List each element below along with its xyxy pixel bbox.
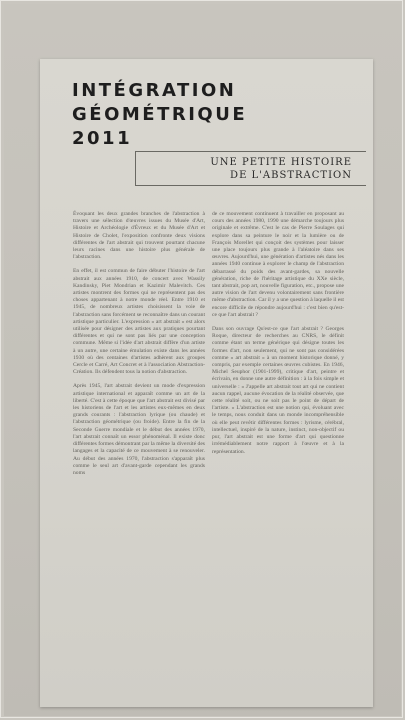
body-paragraph: de ce mouvement continuent à travailler en proposant au cours des années 1980, 1990 une démarche toujours plus originale et extrême. C'est le cas de Pierre Soulages qui explore dans sa peinture le noir et la lumière ou de François Morellet qui conçoit des systèmes pour laisser une place toujours plus grande à l'aléatoire dans ses œuvres. Aujourd'hui, une génération d'artistes nés dans les années 1940 continue à explorer le champ de l'abstraction débarrassé du poids des avant-gardes, sa nouvelle génération, riche de l'héritage artistique du XXe siècle, tant abstrait, pop art, nouvelle figuration, etc., propose une autre vision de l'art devenu volontairement sans frontière même d'abstraction. Car il y a une question à laquelle il est encore difficile de répondre aujourd'hui : c'est bien qu'est-ce que l'art abstrait ? [212, 211, 344, 318]
title-line-2: GÉOMÉTRIQUE [72, 104, 248, 125]
subtitle-bracket [135, 151, 366, 186]
body-paragraph: En effet, il est commun de faire débuter l'histoire de l'art abstrait aux années 1910, de concert avec Wassily Kandinsky, Piet Mondrian et Kazimir Malevitch. Ces artistes montrent des formes qui ne représentent pas des choses appartenant à notre monde réel. Entre 1910 et 1945, de nombreux artistes choisissent la voie de l'abstraction sans forcément se reconnaître dans un courant artistique particulier. L'expression « art abstrait » est alors utilisée pour désigner des artistes aux pratiques pourtant différentes et qui ne sont pas liés par une conception commune. Même si l'idée d'art abstrait diffère d'un artiste à un autre, une certaine émulation existe dans les années 1930 où des centaines d'artistes adhèrent aux groupes Cercle et Carré, Art Concret et à l'association Abstraction-Création. Ils défendent tous la notion d'abstraction. [73, 268, 205, 376]
body-paragraph: Après 1945, l'art abstrait devient un mode d'expression artistique international et apparaît comme un art de la liberté. C'est à cette époque que l'art abstrait est divisé par les historiens de l'art et les artistes eux-mêmes en deux grands courants : l'abstraction lyrique (ou chaude) et l'abstraction géométrique (ou froide). Entre la fin de la Seconde Guerre mondiale et le début des années 1970, l'art abstrait connaît un essor phénoménal. Il existe donc différentes formes démontrant par la même la diversité des langages et la capacité de ce mouvement à se renouveler. Au début des années 1970, l'abstraction s'apparaît plus comme le seul art d'avant-garde cependant les grands noms [73, 383, 205, 476]
gallery-wall [4, 4, 401, 716]
title-line-3: 2011 [72, 128, 133, 149]
exhibition-panel [40, 59, 373, 707]
text-column-left [73, 211, 205, 484]
body-paragraph: Dans son ouvrage Qu'est-ce que l'art abstrait ? Georges Roque, directeur de recherches au CNRS, le définit comme étant un terme générique qui désigne toutes les formes d'art, non seulement, qui ne sont pas considérées comme « art abstrait » à un moment historique donné, y compris, par exemple certaines œuvres cubistes. En 1946, Michel Seuphor (1901-1999), critique d'art, peintre et écrivain, en donne une autre définition : à la fois simple et universelle : « J'appelle art abstrait tout art qui ne contient aucun rappel, aucune évocation de la réalité observée, que cette réalité soit, ou ne soit pas le point de départ de l'artiste. » L'abstraction est une notion qui, évoluant avec le temps, nous conduit dans un monde incompréhensible où elle peut revêtir différentes formes : lyrisme, cérébral, intellectuel, inspiré de la nature, instinct, non-objectif ou pur, l'art abstrait est une forme d'art qui questionne irrémédiablement notre rapport à l'œuvre et à la représentation. [212, 326, 344, 455]
panel-subtitle [210, 156, 352, 182]
subtitle-line-1: UNE PETITE HISTOIRE [210, 157, 352, 168]
text-column-right [212, 211, 344, 463]
body-paragraph: Évoquant les deux grandes branches de l'abstraction à travers une sélection d'œuvres issues du Musée d'Art, Histoire et Archéologie d'Évreux et du Musée d'Art et Histoire de Cholet, l'exposition confronte deux visions différentes de l'art abstrait qui trouvent pourtant chacune leurs racines dans une histoire plus générale de l'abstraction. [73, 211, 205, 261]
panel-title [72, 79, 247, 151]
title-line-1: INTÉGRATION [72, 80, 237, 101]
subtitle-line-2: DE L'ABSTRACTION [230, 170, 352, 181]
